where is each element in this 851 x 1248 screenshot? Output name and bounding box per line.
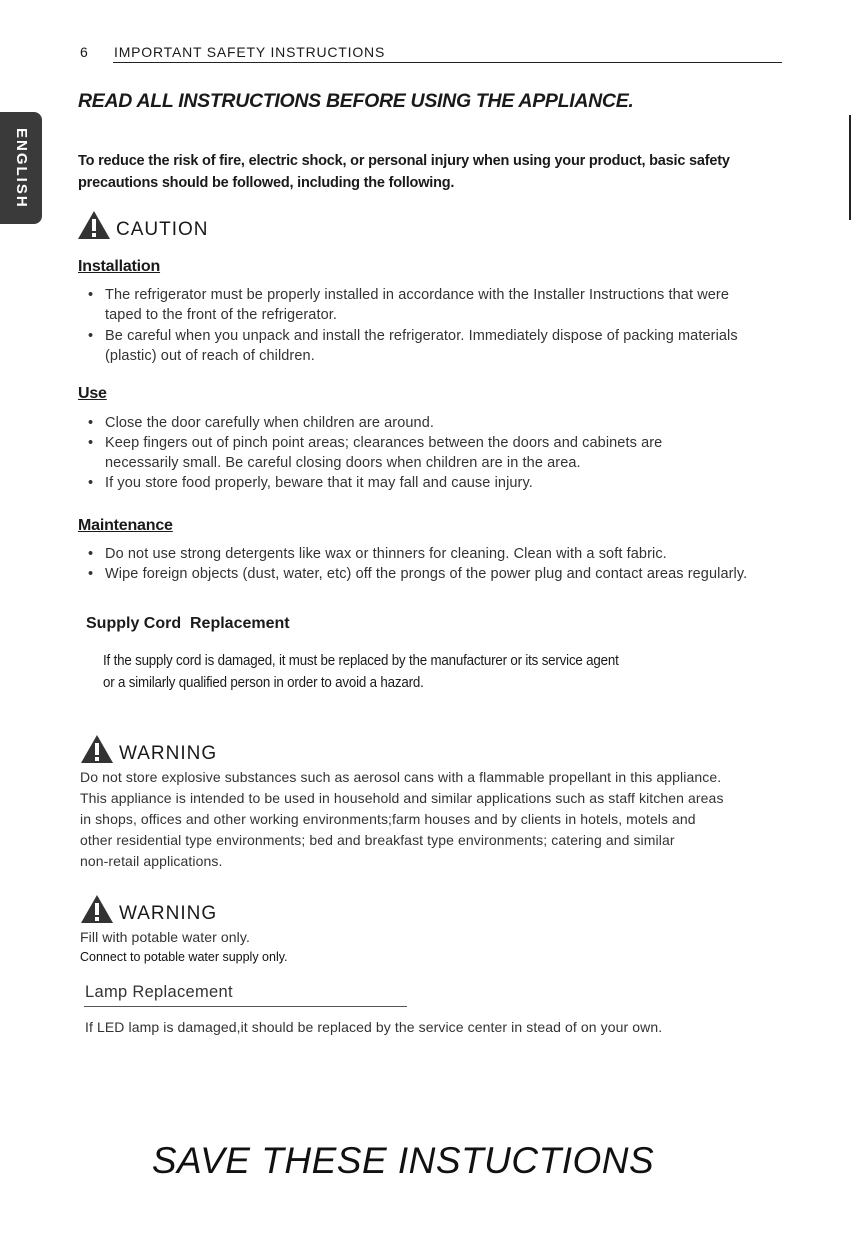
save-instructions-footer: SAVE THESE INSTUCTIONS	[151, 1140, 655, 1181]
supply-cord-line: or a similarly qualified person in order to avoid a hazard.	[103, 675, 424, 691]
warning-line: non-retail applications.	[80, 853, 223, 869]
intro-paragraph: To reduce the risk of fire, electric shock, or personal injury when using your product, basic safety precautions should be followed, including the following.	[78, 153, 730, 191]
caution-header	[77, 210, 209, 240]
running-title: IMPORTANT SAFETY INSTRUCTIONS	[114, 44, 386, 60]
warning-header	[80, 734, 217, 764]
list-item: • Keep fingers out of pinch point areas; clearances between the doors and cabinets are necessarily small. Be careful closing doors when children are in the area.	[78, 433, 735, 473]
header-rule	[113, 62, 782, 63]
warning-triangle-icon	[80, 734, 114, 764]
warning-text	[80, 767, 780, 872]
lamp-heading-rule	[84, 1006, 407, 1007]
supply-cord-line: If the supply cord is damaged, it must be replaced by the manufacturer or its service agent	[103, 653, 619, 669]
installation-list	[78, 285, 768, 366]
list-item: • If you store food properly, beware that it may fall and cause injury.	[78, 473, 768, 493]
warning-label: WARNING	[119, 903, 218, 924]
warning-line: This appliance is intended to be used in household and similar applications such as staff kitchen areas	[80, 790, 724, 806]
list-item: • Do not use strong detergents like wax or thinners for cleaning. Clean with a soft fabric.	[78, 544, 768, 564]
maintenance-heading: Maintenance	[78, 517, 173, 534]
potable-water-text: Fill with potable water only.	[80, 929, 250, 945]
use-heading: Use	[78, 385, 107, 402]
warning-header	[80, 894, 217, 924]
warning-line: other residential type environments; bed and breakfast type environments; catering and similar	[80, 832, 675, 848]
supply-cord-heading: Supply Cord Replacement	[86, 615, 290, 632]
language-edge-tab	[0, 112, 42, 224]
use-list	[78, 413, 768, 493]
supply-cord-text	[103, 650, 692, 694]
edge-tab-label: ENGLISH	[13, 127, 30, 209]
potable-supply-text: Connect to potable water supply only.	[80, 950, 288, 964]
lamp-replacement-heading: Lamp Replacement	[85, 983, 233, 1001]
caution-label: CAUTION	[116, 219, 209, 240]
warning-line: in shops, offices and other working environments;farm houses and by clients in hotels, motels and	[80, 811, 696, 827]
list-item: • Wipe foreign objects (dust, water, etc) off the prongs of the power plug and contact areas regularly.	[78, 564, 768, 584]
list-item: • Be careful when you unpack and install the refrigerator. Immediately dispose of packing materials (plastic) out of reach of children.	[78, 326, 768, 366]
warning-triangle-icon	[80, 894, 114, 924]
lamp-replacement-text: If LED lamp is damaged,it should be replaced by the service center in stead of on your own.	[85, 1019, 663, 1035]
warning-line: Do not store explosive substances such as aerosol cans with a flammable propellant in this appliance.	[80, 769, 722, 785]
page-number: 6	[80, 44, 89, 60]
list-item: • Close the door carefully when children are around.	[78, 413, 768, 433]
installation-heading: Installation	[78, 258, 161, 275]
list-item: • The refrigerator must be properly installed in accordance with the Installer Instructions that were taped to the front of the refrigerator.	[78, 285, 768, 325]
warning-label: WARNING	[119, 743, 218, 764]
read-all-heading: READ ALL INSTRUCTIONS BEFORE USING THE APPLIANCE.	[78, 90, 634, 112]
warning-triangle-icon	[77, 210, 111, 240]
maintenance-list	[78, 544, 768, 584]
